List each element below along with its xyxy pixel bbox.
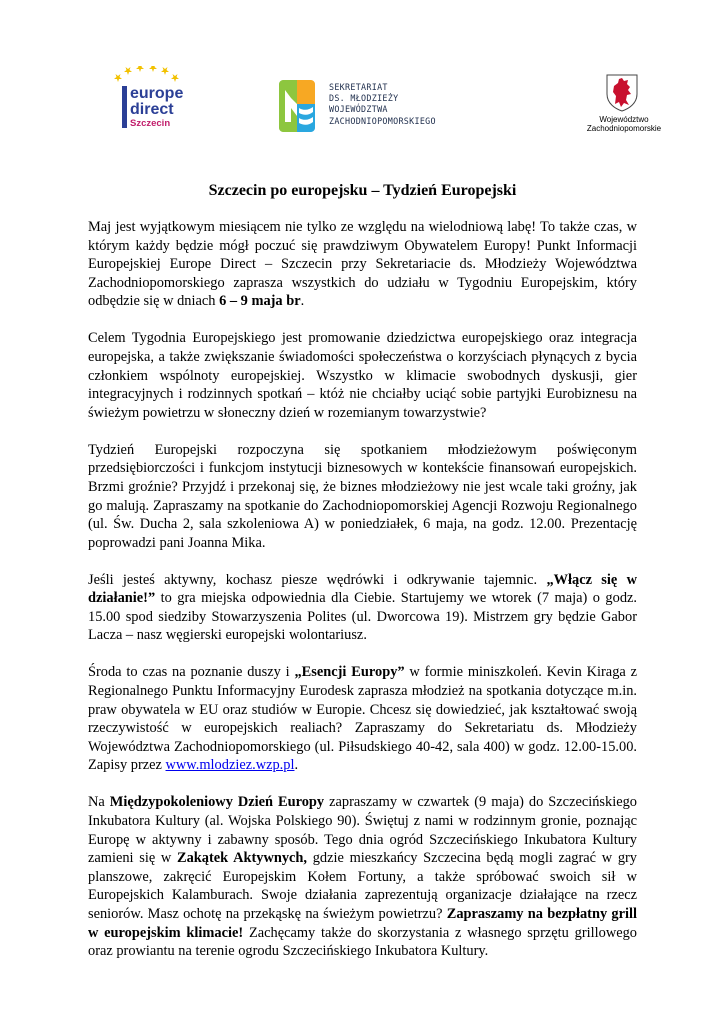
wednesday-start: Środa to czas na poznanie duszy i [88, 664, 295, 681]
intro-text: Maj jest wyjątkowym miesiącem nie tylko ze względu na wielodniową labę! To także czas, w którym każdy będzie mógł poczuć się prawdziwym Obywatelem Europy! Punkt Informacji Europejskiej Europe Direct – Szczecin przy Sekretariacie ds. Młodzieży Województwa Zachodniopomorskiego zaprasza wszystkich do udziału w Tygodniu Europejskim, który odbędzie się w dniach [88, 219, 637, 310]
europe-direct-bar [122, 86, 127, 128]
europe-direct-logo [108, 70, 190, 132]
eu-stars-icon [110, 66, 190, 86]
europe-direct-city: Szczecin [130, 118, 171, 129]
thursday-zone-name: Zakątek Aktywnych, [177, 850, 308, 867]
europe-direct-line1: europe [130, 85, 184, 102]
griffin-shield-icon [606, 74, 638, 112]
registration-link[interactable]: www.mlodziez.wzp.pl [165, 757, 295, 774]
document-title: Szczecin po europejsku – Tydzień Europejski [208, 182, 517, 199]
intro-dates: 6 – 9 maja br [219, 293, 301, 310]
sekretariat-line-2: DS. MŁODZIEŻY [329, 93, 399, 104]
wojewodztwo-line2: Zachodniopomorskie [586, 124, 662, 133]
thursday-grill-invite: Zapraszamy na bezpłatny grill w europejskim klimacie! [88, 905, 637, 941]
document-body [88, 218, 637, 979]
wojewodztwo-logo [584, 74, 664, 140]
wednesday-end: . [294, 757, 299, 774]
sekretariat-text [329, 82, 436, 127]
paragraph-intro [88, 218, 637, 311]
sekretariat-line-3: WOJEWÓDZTWA [329, 104, 388, 115]
sekretariat-line-4: ZACHODNIOPOMORSKIEGO [329, 115, 436, 126]
paragraph-tuesday [88, 571, 637, 645]
thursday-part3: gdzie mieszkańcy Szczecina będą mogli zagrać w gry planszowe, zakręcić Europejskim Kołem Fortuny, a także spróbować swoich sił w Europejskich Kalamburach. Swoje działania zaprezentują organizacje działające na rzecz seniorów. Masz ochotę na przekąskę na świeżym powietrzu? [88, 850, 637, 922]
wednesday-middle: w formie miniszkoleń. Kevin Kiraga z Regionalnego Punktu Informacyjny Eurodesk zaprasza młodzież na spotkania dotyczące m.in. praw obywatela w EU oraz studiów w Europie. Chcesz się dowiedzieć, jak kształtować swoją rzeczywistość w europejskich realiach? Zapraszamy do Sekretariatu ds. Młodzieży Województwa Zachodniopomorskiego (ul. Piłsudskiego 40-42, sala 400) w godz. 12.00-15.00. Zapisy przez [88, 664, 637, 774]
tuesday-end: to gra miejska odpowiednia dla Ciebie. Startujemy we wtorek (7 maja) o godz. 15.00 spod siedziby Stowarzyszenia Polites (ul. Dworcowa 19). Mistrzem gry będzie Gabor Lacza – nasz węgierski europejski wolontariusz. [88, 590, 637, 644]
tuesday-start: Jeśli jesteś aktywny, kochasz piesze wędrówki i odkrywanie tajemnic. [88, 571, 547, 588]
wojewodztwo-line1: Województwo [599, 115, 649, 124]
thursday-end: Zachęcamy także do skorzystania z własnego sprzętu grillowego oraz prowiantu na terenie ogrodu Szczecińskiego Inkubatora Kultury. [88, 924, 637, 960]
sekretariat-line-1: SEKRETARIAT [329, 82, 388, 92]
sekretariat-logo [277, 80, 457, 132]
wednesday-event-name: „Esencji Europy” [294, 664, 405, 681]
europe-direct-line2: direct [130, 101, 174, 118]
thursday-part2: zapraszamy w czwartek (9 maja) do Szczecińskiego Inkubatora Kultury (al. Wojska Polskiego 90). Świętuj z nami w rodzinnym gronie, poznając Europę w aktywny i zabawny sposób. Tego dnia ogród Szczecińskiego Inkubatora Kultury zamieni się w [88, 794, 637, 867]
sekretariat-mark-icon [277, 80, 325, 132]
paragraph-goal: Celem Tygodnia Europejskiego jest promowanie dziedzictwa europejskiego oraz integracja europejska, a także zwiększanie świadomości społeczeństwa o korzyściach płynących z bycia członkiem wspólnoty europejskiej. Wszystko w klimacie swobodnych dyskusji, gier integracyjnych i rodzinnych spotkań – któż nie chciałby uciąć sobie partyjki Eurobiznesu na świeżym powietrzu w słoneczny dzień w rozemianym towarzystwie? [88, 330, 637, 421]
thursday-event-name: Międzypokoleniowy Dzień Europy [109, 794, 325, 811]
tuesday-game-name: „Włącz się w działanie!” [88, 571, 637, 607]
paragraph-thursday [88, 793, 637, 960]
intro-end: . [300, 293, 305, 310]
paragraph-monday: Tydzień Europejski rozpoczyna się spotkaniem młodzieżowym poświęconym przedsiębiorczości i funkcjom instytucji biznesowych w kontekście finansowań europejskich. Brzmi groźnie? Przyjdź i przekonaj się, że biznes młodzieżowy nie jest wcale taki groźny, jak go malują. Zapraszamy na spotkanie do Zachodniopomorskiej Agencji Rozwoju Regionalnego (ul. Św. Ducha 2, sala szkoleniowa A) w poniedziałek, 6 maja, na godz. 12.00. Prezentację poprowadzi pani Joanna Mika. [88, 441, 637, 551]
thursday-start: Na [88, 794, 110, 811]
header-logos [0, 66, 725, 146]
paragraph-wednesday [88, 663, 637, 775]
